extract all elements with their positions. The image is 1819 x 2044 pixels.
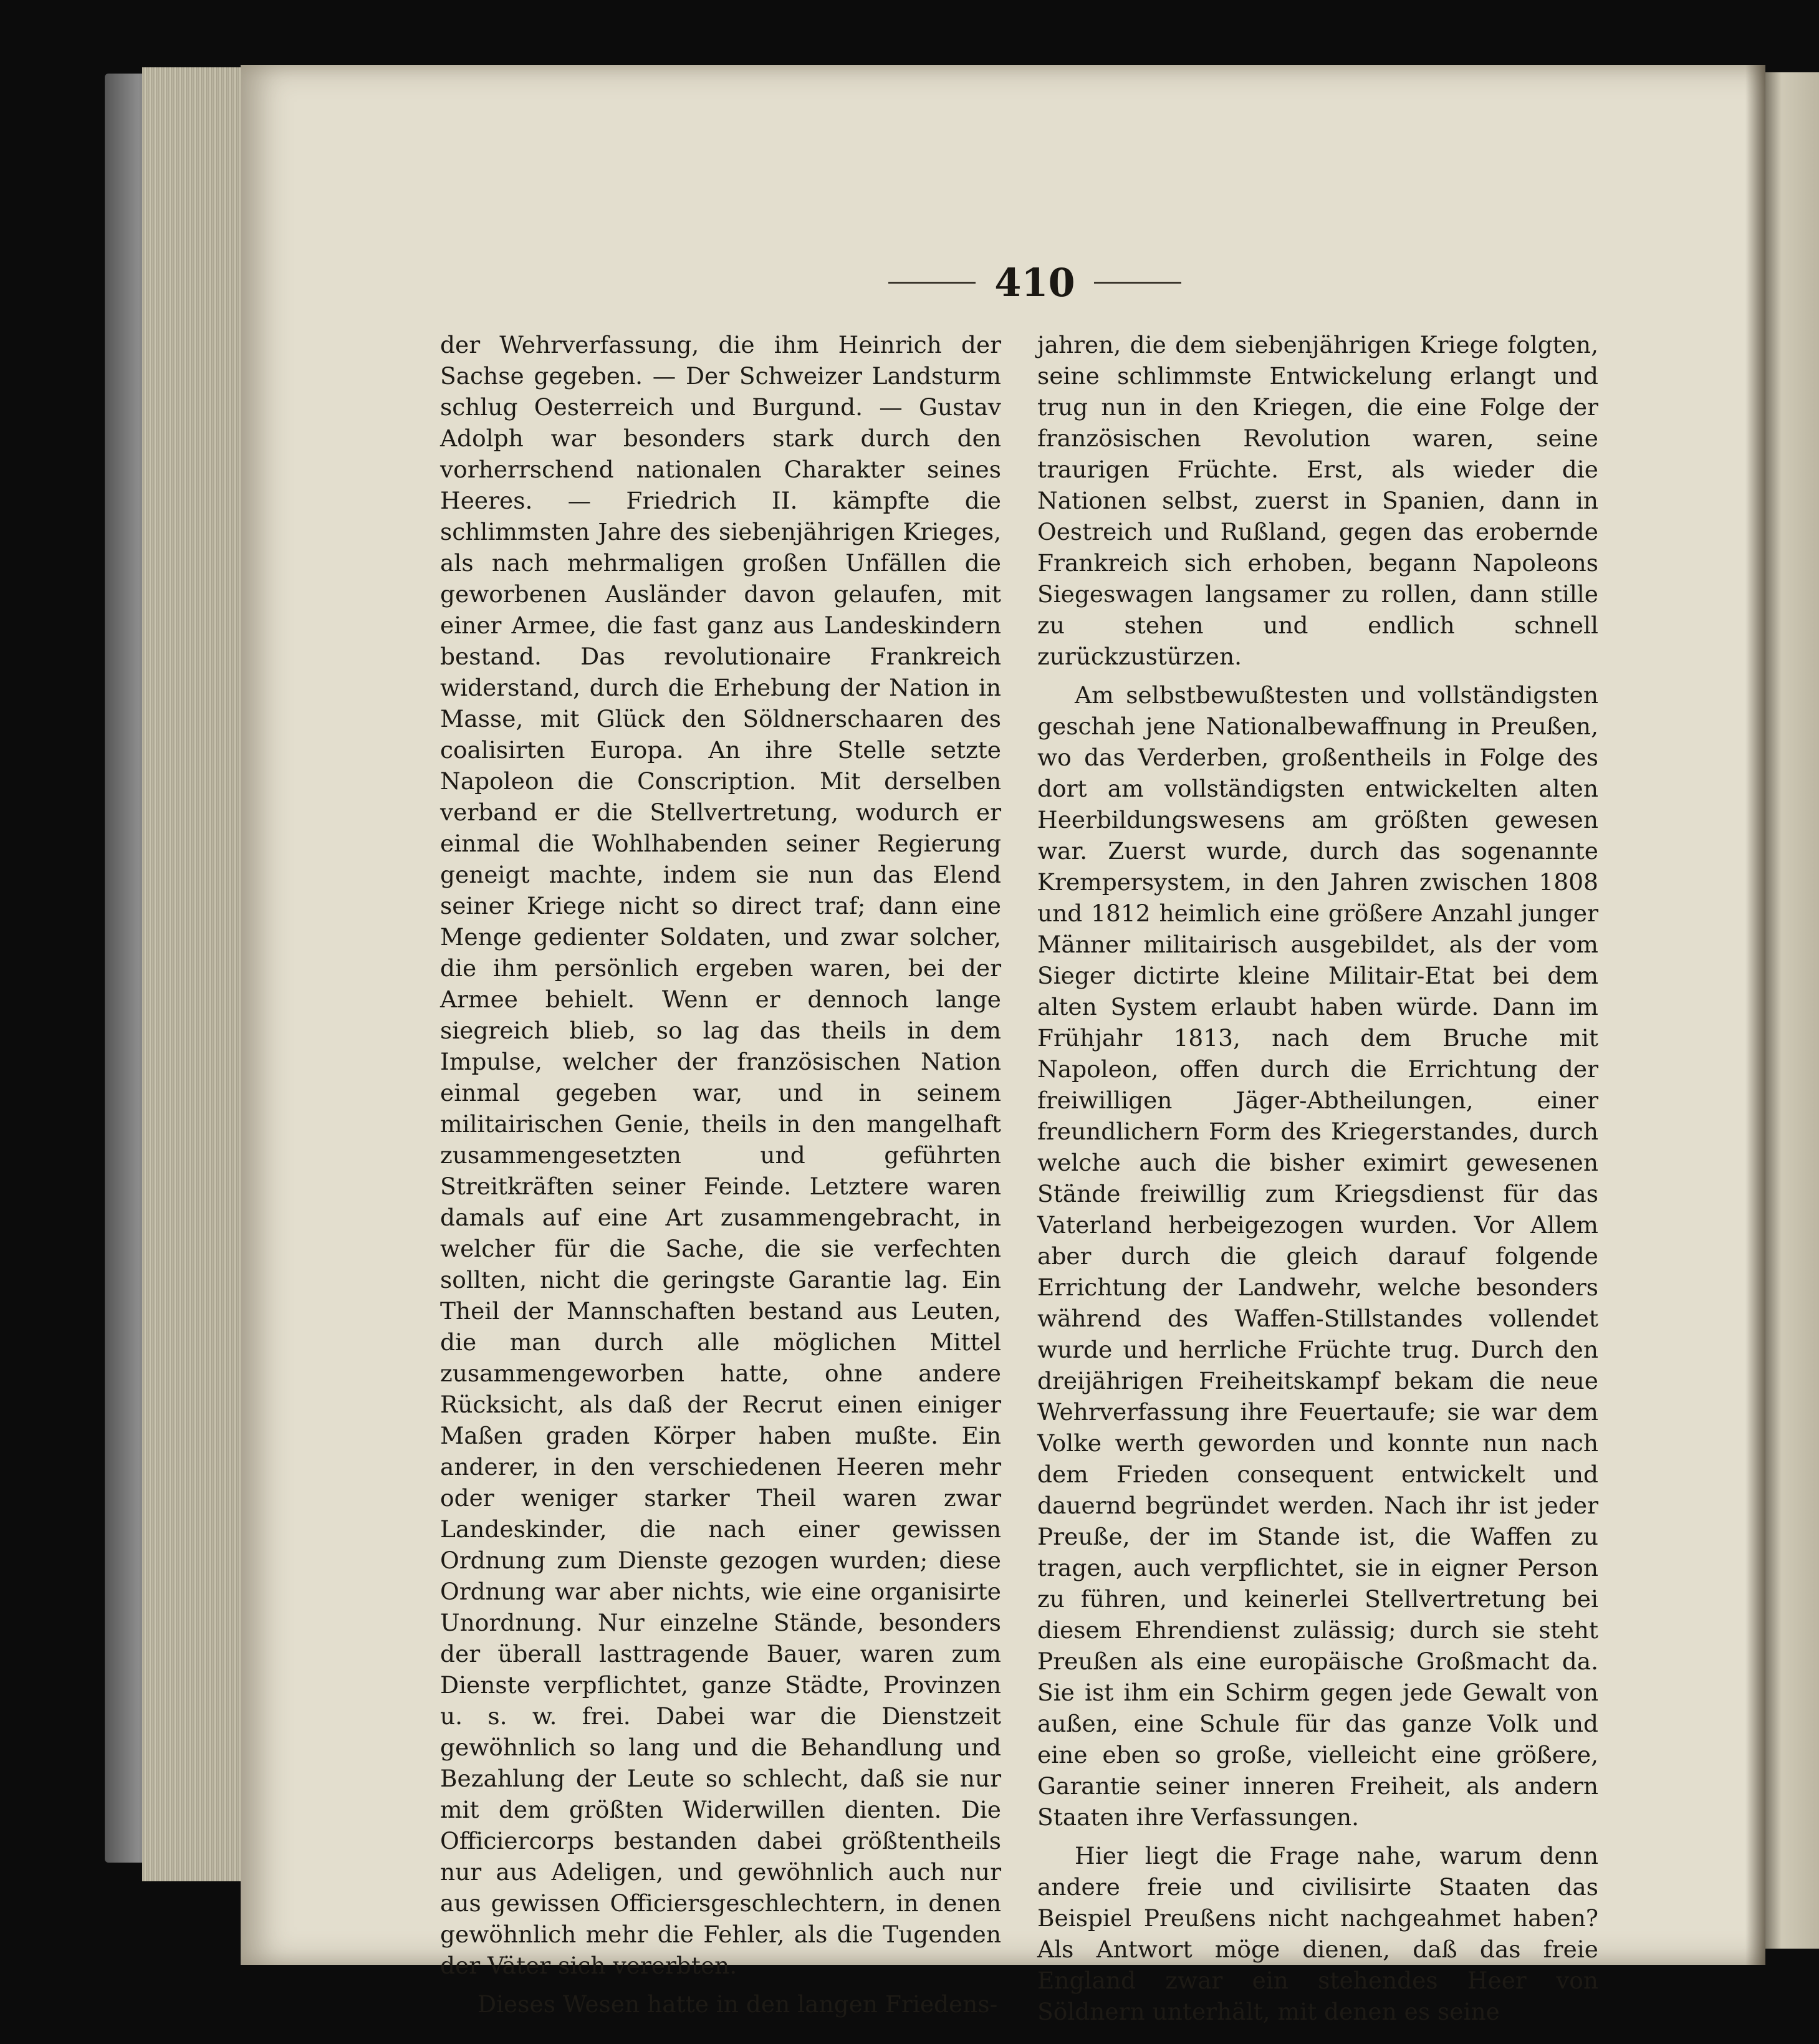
paragraph: Dieses Wesen hatte in den langen Friedens- — [478, 1990, 998, 2018]
paragraph: Hier liegt die Frage nahe, warum denn andere freie und civilisirte Staaten das Beispiel Preußens nicht nachgeahmet haben? Als Antwort möge dienen, daß das freie England zwar ein stehendes Heer von Söldnern unterhält, mit denen es seine — [1037, 1842, 1598, 2025]
header-rule-right — [1094, 282, 1181, 284]
page-number: 410 — [994, 259, 1075, 305]
paragraph: jahren, die dem siebenjährigen Kriege folgten, seine schlimmste Entwickelung erlangt und trug nun in den Kriegen, die eine Folge der französischen Revolution waren, seine traurigen Früchte. Erst, als wieder die Nationen selbst, zuerst in Spanien, dann in Oestreich und Rußland, gegen das erobernde Frankreich sich erhoben, begann Napoleons Siegeswagen langsamer zu rollen, dann stille zu stehen und endlich schnell zurückzustürzen. — [1037, 331, 1598, 670]
text-column-left — [440, 329, 1001, 2020]
page-edges — [142, 67, 248, 1881]
paragraph: der Wehrverfassung, die ihm Heinrich der Sachse gegeben. — Der Schweizer Landsturm schlug Oesterreich und Burgund. — Gustav Adolph war besonders stark durch den vorherrschend nationalen Charakter seines Heeres. — Friedrich II. kämpfte die schlimmsten Jahre des siebenjährigen Krieges, als nach mehrmaligen großen Unfällen die geworbenen Ausländer davon gelaufen, mit einer Armee, die fast ganz aus Landeskindern bestand. Das revolutionaire Frankreich widerstand, durch die Erhebung der Nation in Masse, mit Glück den Söldnerschaaren des coalisirten Europa. An ihre Stelle setzte Napoleon die Conscription. Mit derselben verband er die Stellvertretung, wodurch er einmal die Wohlhabenden seiner Regierung geneigt machte, indem sie nun das Elend seiner Kriege nicht so direct traf; dann eine Menge gedienter Soldaten, und zwar solcher, die ihm persönlich ergeben waren, bei der Armee behielt. Wenn er dennoch lange siegreich blieb, so lag das theils in dem Impulse, welcher der französischen Nation einmal gegeben war, und in seinem militairischen Genie, theils in den mangelhaft zusammengesetzten und geführten Streitkräften seiner Feinde. Letztere waren damals auf eine Art zusammengebracht, in welcher für die Sache, die sie verfechten sollten, nicht die geringste Garantie lag. Ein Theil der Mannschaften bestand aus Leuten, die man durch alle möglichen Mittel zusammengeworben hatte, ohne andere Rücksicht, als daß der Recrut einen einiger Maßen graden Körper haben mußte. Ein anderer, in den verschiedenen Heeren mehr oder weniger starker Theil waren zwar Landeskinder, die nach einer gewissen Ordnung zum Dienste gezogen wurden; diese Ordnung war aber nichts, wie eine organisirte Unordnung. Nur einzelne Stände, besonders der überall lasttragende Bauer, waren zum Dienste verpflichtet, ganze Städte, Provinzen u. s. w. frei. Dabei war die Dienstzeit gewöhnlich so lang und die Behandlung und Bezahlung der Leute so schlecht, daß sie nur mit dem größten Widerwillen dienten. Die Officiercorps bestanden dabei größtentheils nur aus Adeligen, und gewöhnlich auch nur aus gewissen Officiersgeschlechtern, in denen gewöhnlich mehr die Fehler, als die Tugenden der Väter sich vererbten. — [440, 331, 1001, 1979]
page-header — [860, 254, 1209, 310]
paragraph: Am selbstbewußtesten und vollständigsten geschah jene Nationalbewaffnung in Preußen, wo das Verderben, großentheils in Folge des dort am vollständigsten entwickelten alten Heerbildungswesens am größten gewesen war. Zuerst wurde, durch das sogenannte Krempersystem, in den Jahren zwischen 1808 und 1812 heimlich eine größere Anzahl junger Männer militairisch ausgebildet, als der vom Sieger dictirte kleine Militair-Etat bei dem alten System erlaubt haben würde. Dann im Frühjahr 1813, nach dem Bruche mit Napoleon, offen durch die Errichtung der freiwilligen Jäger-Abtheilungen, einer freundlichern Form des Kriegerstandes, durch welche auch die bisher eximirt gewesenen Stände freiwillig zum Kriegsdienst für das Vaterland herbeigezogen wurden. Vor Allem aber durch die gleich darauf folgende Errichtung der Landwehr, welche besonders während des Waffen-Stillstandes vollendet wurde und herrliche Früchte trug. Durch den dreijährigen Freiheitskampf bekam die neue Wehrverfassung ihre Feuertaufe; sie war dem Volke werth geworden und konnte nun nach dem Frieden consequent entwickelt und dauernd begründet werden. Nach ihr ist jeder Preuße, der im Stande ist, die Waffen zu tragen, auch verpflichtet, sie in eigner Person zu führen, und keinerlei Stellvertretung bei diesem Ehrendienst zulässig; durch sie steht Preußen als eine europäische Großmacht da. Sie ist ihm ein Schirm gegen jede Gewalt von außen, eine Schule für das ganze Volk und eine eben so große, vielleicht eine größere, Garantie seiner inneren Freiheit, als andern Staaten ihre Verfassungen. — [1037, 681, 1598, 1831]
binding-gutter — [1745, 65, 1765, 1965]
facing-page-edge — [1765, 72, 1819, 1949]
text-column-right — [1037, 329, 1598, 2027]
header-rule-left — [888, 282, 976, 284]
